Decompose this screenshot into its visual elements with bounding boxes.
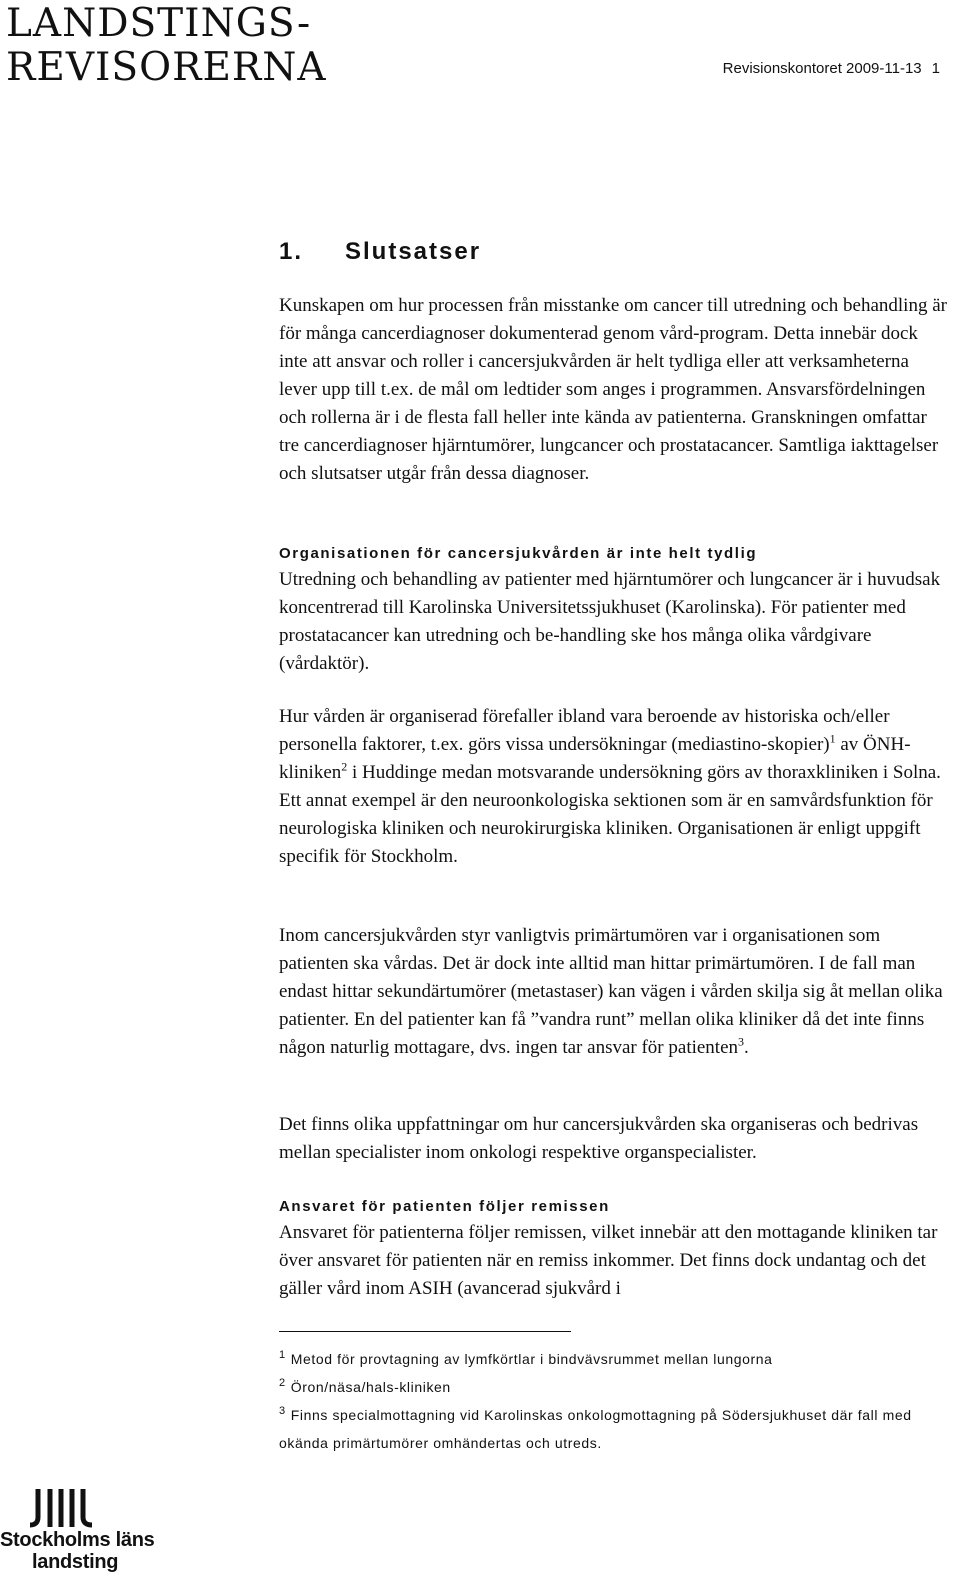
sll-logo-text-1: Stockholms läns [0,1529,155,1551]
paragraph-historical-part-a: Hur vården är organiserad förefaller ibland vara beroende av historiska och/eller personella faktorer, t.ex. görs vissa undersökningar (mediastino-skopier) [279,706,890,755]
footnote-text: Öron/näsa/hals-kliniken [290,1379,451,1395]
landstingsrevisorerna-logo [6,2,327,90]
sll-emblem-icon [30,1487,100,1529]
logo-line-1: LANDSTINGS- [6,1,312,46]
footnote-marker: 3 [279,1405,286,1418]
footnotes [279,1345,947,1457]
stockholms-lans-landsting-logo [0,1487,160,1573]
footnote-marker: 2 [279,1377,286,1390]
footnote-marker: 1 [279,1349,286,1362]
body-section-intro [279,292,947,488]
body-section-opinions [279,1111,947,1167]
page-number: 1 [931,60,940,77]
paragraph-primary-tumour [279,922,947,1062]
footnote-text: Finns specialmottagning vid Karolinskas onkologmottagning på Södersjukhuset där fall med okända primärtumörer omhändertas och utreds. [279,1407,912,1451]
paragraph-responsibility: Ansvaret för patienterna följer remissen, vilket innebär att den mottagande kliniken tar över ansvaret för patienten när en remiss inkommer. Det finns dock undantag och det gäller vård inom ASIH (avancerad sjukvård i [279,1222,938,1299]
chapter-heading [279,238,481,266]
footnote-ref-3: 3 [738,1034,745,1049]
logo-line-2: REVISORERNA [6,45,327,90]
body-section-historical [279,703,947,871]
page-header-info [723,60,940,77]
paragraph-historical-part-c: i Huddinge medan motsvarande undersökning görs av thoraxkliniken i Solna. Ett annat exempel är den neuroonkologiska sektionen som är en samvårdsfunktion för neurologiska kliniken och neurokirurgiska kliniken. Organisationen är enligt uppgift specifik för Stockholm. [279,762,941,867]
paragraph-primary-tumour-part-a: Inom cancersjukvården styr vanligtvis primärtumören var i organisationen som patienten ska vårdas. Det är dock inte alltid man hittar primärtumören. I de fall man endast hittar sekundärtumörer (metastaser) kan vägen i vården skilja sig åt mellan olika patienter. En del patienter kan få ”vandra runt” mellan olika kliniker då det inte finns någon naturlig mottagare, dvs. ingen tar ansvar för patienten [279,925,943,1058]
subheading-organisation: Organisationen för cancersjukvården är inte helt tydlig [279,545,758,562]
chapter-title: Slutsatser [345,238,482,265]
footnote-ref-2: 2 [341,759,348,774]
paragraph-primary-tumour-part-b: . [744,1037,749,1058]
body-section-organisation [279,542,947,678]
footnote [279,1401,947,1457]
subheading-responsibility: Ansvaret för patienten följer remissen [279,1198,610,1215]
sll-logo-text-2: landsting [32,1551,119,1573]
office-date: Revisionskontoret 2009-11-13 [722,60,922,77]
paragraph-historical-part-b: av ÖNH-kliniken [279,734,911,783]
body-section-responsibility [279,1195,947,1303]
footnote-text: Metod för provtagning av lymfkörtlar i bindvävsrummet mellan lungorna [290,1351,773,1367]
body-section-primary-tumour [279,922,947,1062]
footnote-separator [279,1331,571,1332]
chapter-number: 1. [279,238,304,265]
footnote [279,1373,947,1401]
footnote [279,1345,947,1373]
paragraph-opinions: Det finns olika uppfattningar om hur cancersjukvården ska organiseras och bedrivas mellan specialister inom onkologi respektive organspecialister. [279,1114,919,1163]
intro-paragraph: Kunskapen om hur processen från misstanke om cancer till utredning och behandling är för många cancerdiagnoser dokumenterad genom vård-program. Detta innebär dock inte att ansvar och roller i cancersjukvården är helt tydliga eller att verksamheterna lever upp till t.ex. de mål om ledtider som anges i programmen. Ansvarsfördelningen och rollerna är i de flesta fall heller inte kända av patienterna. Granskningen omfattar tre cancerdiagnoser hjärntumörer, lungcancer och prostatacancer. Samtliga iakttagelser och slutsatser utgår från dessa diagnoser. [279,295,947,484]
footnote-ref-1: 1 [829,731,836,746]
paragraph-historical [279,703,947,871]
paragraph-organisation: Utredning och behandling av patienter med hjärntumörer och lungcancer är i huvudsak koncentrerad till Karolinska Universitetssjukhuset (Karolinska). För patienter med prostatacancer kan utredning och be-handling ske hos många olika vårdgivare (vårdaktör). [279,569,941,674]
